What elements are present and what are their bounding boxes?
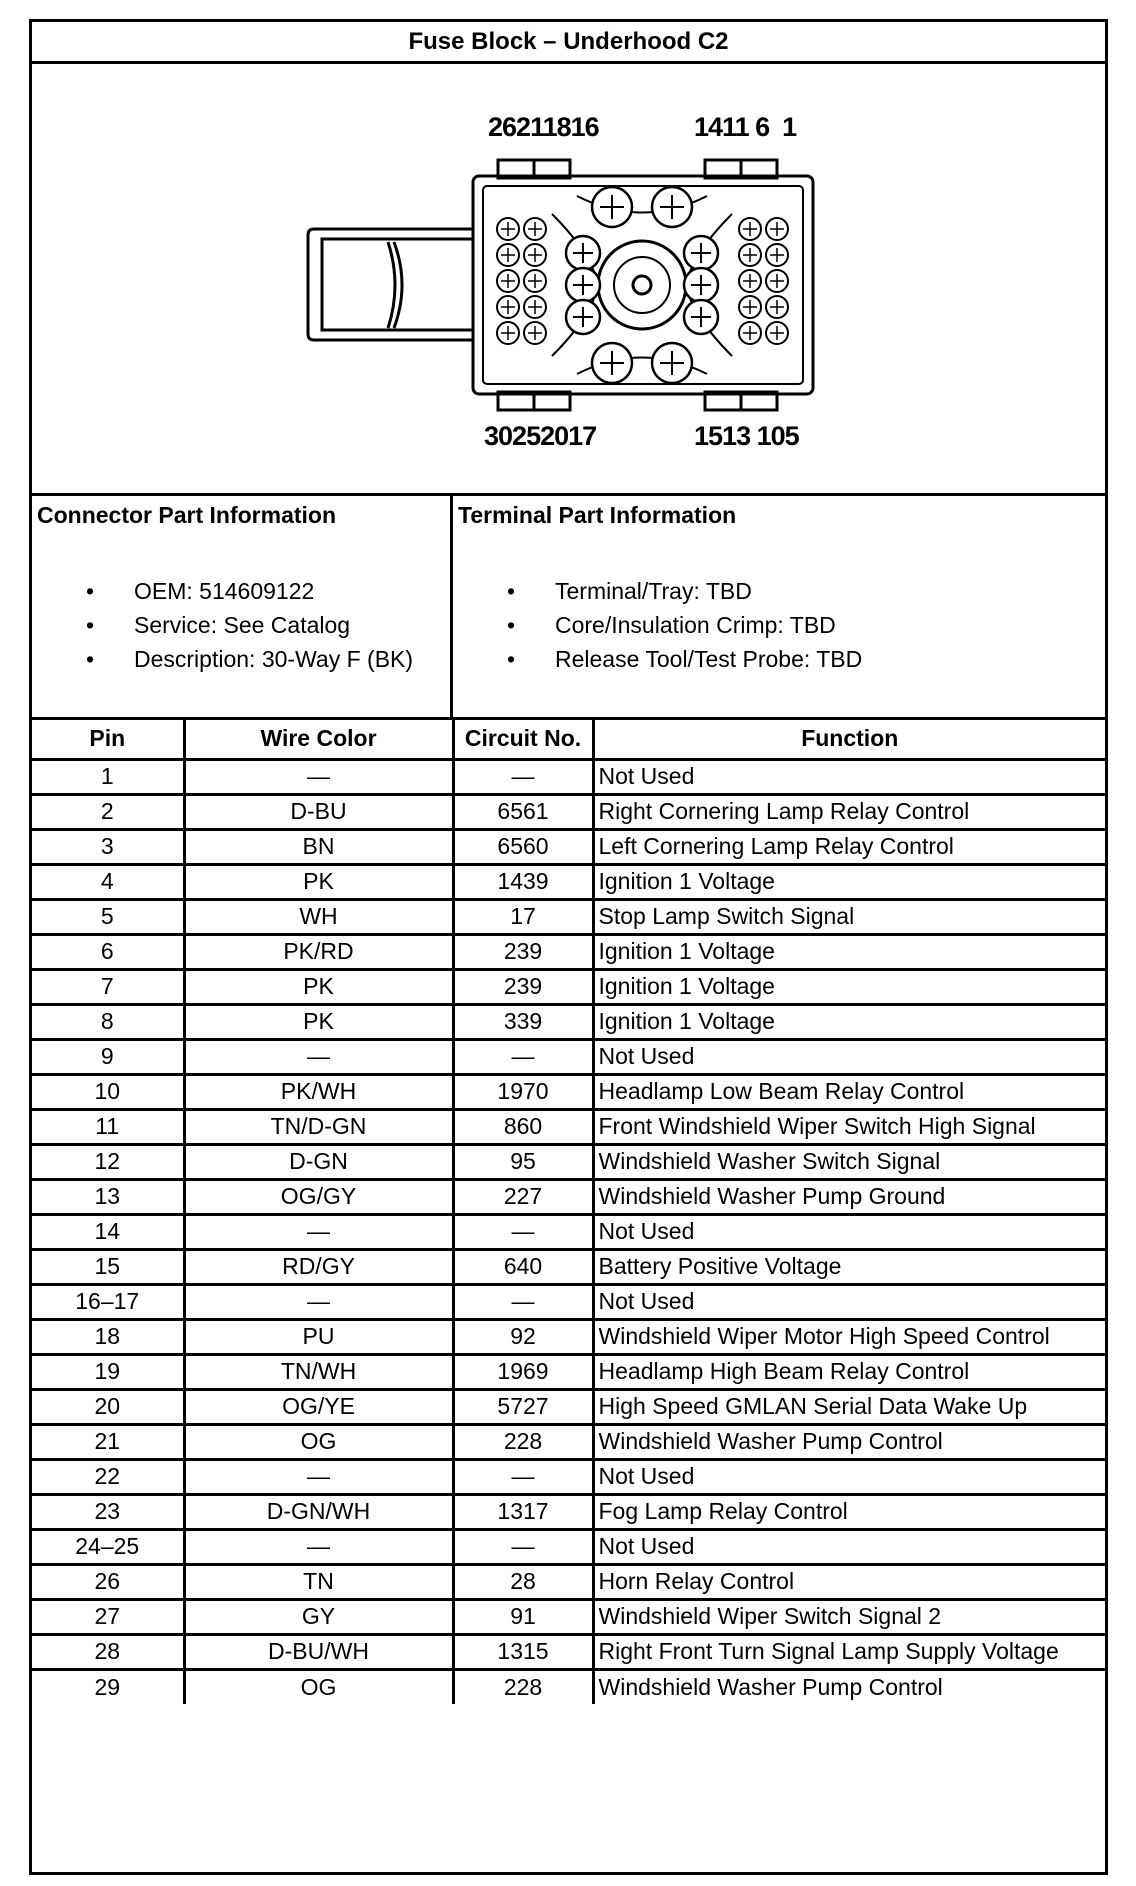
part-information (32, 496, 1105, 720)
terminal-crimp: Core/Insulation Crimp: TBD (555, 612, 836, 638)
bullet-icon: • (86, 578, 95, 604)
circuit-cell: — (453, 1039, 593, 1074)
function-cell: Headlamp Low Beam Relay Control (593, 1074, 1105, 1109)
function-cell: Ignition 1 Voltage (593, 969, 1105, 1004)
pin-cell: 8 (32, 1004, 184, 1039)
wire-color-cell: TN/D-GN (184, 1109, 453, 1144)
pin-number: 6 (755, 112, 770, 142)
pin-number: 13 (722, 421, 751, 451)
list-item (32, 574, 413, 608)
wire-color-cell: — (184, 1284, 453, 1319)
function-cell: Not Used (593, 1284, 1105, 1319)
function-cell: Ignition 1 Voltage (593, 864, 1105, 899)
connector-info-heading: Connector Part Information (37, 502, 337, 528)
wire-color-cell: PU (184, 1319, 453, 1354)
bullet-icon: • (507, 578, 516, 604)
pin-cell: 22 (32, 1459, 184, 1494)
table-row (32, 864, 1105, 899)
circuit-cell: 28 (453, 1564, 593, 1599)
function-cell: Ignition 1 Voltage (593, 934, 1105, 969)
pin-cell: 21 (32, 1424, 184, 1459)
circuit-cell: 339 (453, 1004, 593, 1039)
bottom-pin-numbers-left (484, 421, 596, 452)
column-header-pin: Pin (32, 720, 184, 759)
circuit-cell: 227 (453, 1179, 593, 1214)
pin-number: 25 (512, 421, 541, 451)
circuit-cell: 1970 (453, 1074, 593, 1109)
circuit-cell: 1315 (453, 1634, 593, 1669)
connector-part-info (32, 496, 453, 717)
wire-color-cell: OG (184, 1669, 453, 1704)
pin-number: 30 (484, 421, 513, 451)
table-row (32, 1599, 1105, 1634)
pin-cell: 1 (32, 759, 184, 794)
pin-cell: 18 (32, 1319, 184, 1354)
table-row (32, 1249, 1105, 1284)
list-item (453, 642, 862, 676)
table-row (32, 934, 1105, 969)
bottom-pin-numbers-right (694, 421, 799, 452)
pin-cell: 16–17 (32, 1284, 184, 1319)
circuit-cell: 228 (453, 1424, 593, 1459)
top-pin-numbers-right (694, 112, 796, 143)
pinout-table-body (32, 759, 1105, 1704)
function-cell: Not Used (593, 759, 1105, 794)
table-row (32, 1564, 1105, 1599)
pin-cell: 12 (32, 1144, 184, 1179)
wire-color-cell: — (184, 1214, 453, 1249)
pin-cell: 10 (32, 1074, 184, 1109)
wire-color-cell: OG (184, 1424, 453, 1459)
function-cell: Not Used (593, 1529, 1105, 1564)
wire-color-cell: — (184, 1459, 453, 1494)
wire-color-cell: PK/WH (184, 1074, 453, 1109)
table-row (32, 1459, 1105, 1494)
list-item (32, 642, 413, 676)
pin-cell: 20 (32, 1389, 184, 1424)
wire-color-cell: BN (184, 829, 453, 864)
function-cell: Not Used (593, 1459, 1105, 1494)
pin-cell: 7 (32, 969, 184, 1004)
pin-cell: 15 (32, 1249, 184, 1284)
wire-color-cell: PK (184, 969, 453, 1004)
pin-cell: 6 (32, 934, 184, 969)
pin-number: 17 (568, 421, 597, 451)
list-item (453, 608, 862, 642)
circuit-cell: 1439 (453, 864, 593, 899)
fuse-block-sheet (29, 19, 1108, 1875)
pin-number: 16 (570, 112, 599, 142)
table-row (32, 1319, 1105, 1354)
pin-number: 26 (488, 112, 517, 142)
wire-color-cell: TN (184, 1564, 453, 1599)
table-row (32, 1634, 1105, 1669)
wire-color-cell: PK (184, 864, 453, 899)
table-row (32, 1179, 1105, 1214)
column-header-wire-color: Wire Color (184, 720, 453, 759)
table-row (32, 1039, 1105, 1074)
function-cell: Horn Relay Control (593, 1564, 1105, 1599)
function-cell: Right Front Turn Signal Lamp Supply Voltage (593, 1634, 1105, 1669)
wire-color-cell: GY (184, 1599, 453, 1634)
pin-cell: 23 (32, 1494, 184, 1529)
bullet-icon: • (507, 646, 516, 672)
function-cell: Windshield Wiper Switch Signal 2 (593, 1599, 1105, 1634)
pin-cell: 19 (32, 1354, 184, 1389)
pin-cell: 26 (32, 1564, 184, 1599)
function-cell: High Speed GMLAN Serial Data Wake Up (593, 1389, 1105, 1424)
function-cell: Left Cornering Lamp Relay Control (593, 829, 1105, 864)
table-row (32, 1214, 1105, 1249)
wire-color-cell: D-BU (184, 794, 453, 829)
column-header-function: Function (593, 720, 1105, 759)
function-cell: Windshield Washer Pump Control (593, 1424, 1105, 1459)
terminal-release-tool: Release Tool/Test Probe: TBD (555, 646, 863, 672)
circuit-cell: — (453, 1459, 593, 1494)
pinout-table (32, 720, 1105, 1704)
connector-oem: OEM: 514609122 (134, 578, 315, 604)
function-cell: Not Used (593, 1039, 1105, 1074)
circuit-cell: 17 (453, 899, 593, 934)
table-row (32, 1354, 1105, 1389)
circuit-cell: 239 (453, 934, 593, 969)
circuit-cell: 91 (453, 1599, 593, 1634)
table-row (32, 1529, 1105, 1564)
function-cell: Right Cornering Lamp Relay Control (593, 794, 1105, 829)
connector-info-list (32, 574, 413, 676)
table-row (32, 1284, 1105, 1319)
top-pin-numbers-left (488, 112, 599, 143)
table-row (32, 1074, 1105, 1109)
function-cell: Headlamp High Beam Relay Control (593, 1354, 1105, 1389)
circuit-cell: 640 (453, 1249, 593, 1284)
wire-color-cell: — (184, 759, 453, 794)
pin-cell: 24–25 (32, 1529, 184, 1564)
table-row (32, 829, 1105, 864)
circuit-cell: 92 (453, 1319, 593, 1354)
pin-cell: 3 (32, 829, 184, 864)
circuit-cell: 239 (453, 969, 593, 1004)
wire-color-cell: D-BU/WH (184, 1634, 453, 1669)
pin-cell: 14 (32, 1214, 184, 1249)
wire-color-cell: — (184, 1529, 453, 1564)
function-cell: Fog Lamp Relay Control (593, 1494, 1105, 1529)
terminal-info-list (453, 574, 862, 676)
terminal-info-heading: Terminal Part Information (458, 502, 737, 528)
function-cell: Windshield Washer Pump Control (593, 1669, 1105, 1704)
circuit-cell: 5727 (453, 1389, 593, 1424)
pin-number: 14 (694, 112, 723, 142)
function-cell: Front Windshield Wiper Switch High Signal (593, 1109, 1105, 1144)
pin-number: 15 (694, 421, 723, 451)
pin-cell: 29 (32, 1669, 184, 1704)
connector-service: Service: See Catalog (134, 612, 351, 638)
pin-cell: 27 (32, 1599, 184, 1634)
wire-color-cell: RD/GY (184, 1249, 453, 1284)
function-cell: Not Used (593, 1214, 1105, 1249)
bullet-icon: • (86, 612, 95, 638)
table-row (32, 759, 1105, 794)
pin-cell: 5 (32, 899, 184, 934)
terminal-tray: Terminal/Tray: TBD (555, 578, 752, 604)
circuit-cell: 1969 (453, 1354, 593, 1389)
terminal-part-info (453, 496, 1105, 717)
circuit-cell: 1317 (453, 1494, 593, 1529)
pin-number: 20 (540, 421, 569, 451)
table-row (32, 969, 1105, 1004)
table-row (32, 1424, 1105, 1459)
bullet-icon: • (86, 646, 95, 672)
list-item (453, 574, 862, 608)
table-row (32, 1109, 1105, 1144)
function-cell: Windshield Wiper Motor High Speed Control (593, 1319, 1105, 1354)
circuit-cell: 860 (453, 1109, 593, 1144)
wire-color-cell: — (184, 1039, 453, 1074)
table-row (32, 1144, 1105, 1179)
page-title: Fuse Block – Underhood C2 (32, 22, 1105, 64)
pin-cell: 28 (32, 1634, 184, 1669)
connector-diagram (32, 64, 1105, 496)
circuit-cell: 6560 (453, 829, 593, 864)
circuit-cell: 6561 (453, 794, 593, 829)
wire-color-cell: OG/YE (184, 1389, 453, 1424)
function-cell: Windshield Washer Pump Ground (593, 1179, 1105, 1214)
table-row (32, 1494, 1105, 1529)
function-cell: Battery Positive Voltage (593, 1249, 1105, 1284)
table-header-row (32, 720, 1105, 759)
pin-number: 5 (784, 421, 799, 451)
circuit-cell: 95 (453, 1144, 593, 1179)
pin-number: 21 (516, 112, 543, 142)
wire-color-cell: D-GN/WH (184, 1494, 453, 1529)
list-item (32, 608, 413, 642)
wire-color-cell: WH (184, 899, 453, 934)
table-row (32, 794, 1105, 829)
wire-color-cell: TN/WH (184, 1354, 453, 1389)
table-row (32, 899, 1105, 934)
function-cell: Stop Lamp Switch Signal (593, 899, 1105, 934)
circuit-cell: — (453, 1284, 593, 1319)
connector-description: Description: 30-Way F (BK) (134, 646, 414, 672)
pin-number: 11 (722, 112, 749, 142)
bullet-icon: • (507, 612, 516, 638)
pin-cell: 13 (32, 1179, 184, 1214)
wire-color-cell: PK/RD (184, 934, 453, 969)
wire-color-cell: PK (184, 1004, 453, 1039)
circuit-cell: 228 (453, 1669, 593, 1704)
wire-color-cell: D-GN (184, 1144, 453, 1179)
pin-cell: 11 (32, 1109, 184, 1144)
column-header-circuit: Circuit No. (453, 720, 593, 759)
circuit-cell: — (453, 1529, 593, 1564)
table-row (32, 1669, 1105, 1704)
table-row (32, 1004, 1105, 1039)
pin-cell: 2 (32, 794, 184, 829)
pin-cell: 9 (32, 1039, 184, 1074)
circuit-cell: — (453, 759, 593, 794)
pin-number: 1 (782, 112, 797, 142)
pin-number: 10 (756, 421, 785, 451)
function-cell: Ignition 1 Voltage (593, 1004, 1105, 1039)
function-cell: Windshield Washer Switch Signal (593, 1144, 1105, 1179)
wire-color-cell: OG/GY (184, 1179, 453, 1214)
pin-cell: 4 (32, 864, 184, 899)
table-row (32, 1389, 1105, 1424)
pin-number: 18 (542, 112, 571, 142)
circuit-cell: — (453, 1214, 593, 1249)
